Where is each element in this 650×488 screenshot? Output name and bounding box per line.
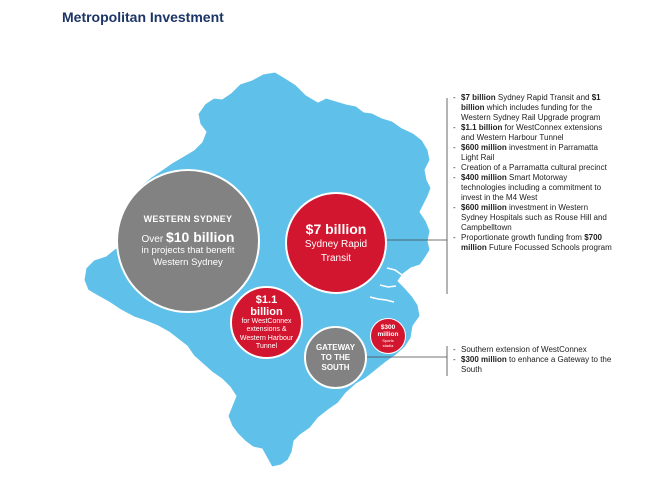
- western-sydney-bubble: [116, 169, 260, 313]
- list-item: [453, 123, 613, 143]
- amount-prefix: Over: [141, 233, 164, 245]
- bubble-amount-line: [142, 229, 235, 245]
- list-item-text: for WestConnex extensions and Western Harbour Tunnel: [461, 123, 603, 142]
- bubble-caption-2: Western Sydney: [153, 256, 223, 268]
- bubble-line-1: GATEWAY: [315, 342, 356, 352]
- bubble-caption-1: Sports: [382, 338, 394, 343]
- list-item-bold: $400 million: [461, 173, 507, 182]
- list-item: [453, 143, 613, 163]
- bubble-caption-1: for WestConnex: [241, 317, 292, 325]
- investment-list-bottom: [453, 345, 613, 375]
- list-item-text: Smart Motorway technologies including a commitment to invest in the M4 West: [461, 173, 602, 202]
- list-item-bold: $1 billion: [461, 93, 601, 112]
- bubble-heading: WESTERN SYDNEY: [143, 213, 233, 224]
- sydney-rapid-transit-bubble: [285, 192, 387, 294]
- list-item-text: Creation of a Parramatta cultural precinct: [461, 163, 607, 172]
- bubble-caption-3: Western Harbour: [239, 334, 294, 342]
- westconnex-bubble: [230, 286, 303, 359]
- list-item-bold: $300 million: [461, 355, 507, 364]
- bubble-caption-1: Sydney Rapid: [304, 239, 368, 250]
- bubble-caption-2: extensions &: [246, 326, 287, 333]
- list-item: [453, 233, 613, 253]
- bubble-amount-1: $300: [380, 324, 396, 331]
- list-item-text: investment in Western Sydney Hospitals such as Rouse Hill and Campbelltown: [461, 203, 607, 232]
- bubble-caption-4: Tunnel: [255, 343, 278, 350]
- list-item-bold: $1.1 billion: [461, 123, 503, 132]
- investment-list-top: [453, 93, 613, 253]
- bubble-caption-2: stadia: [382, 343, 394, 348]
- list-item-bold: $700 million: [461, 233, 602, 252]
- bubble-amount-2: billion: [250, 305, 283, 318]
- list-item-text: Future Focussed Schools program: [486, 243, 612, 252]
- list-item: [453, 203, 613, 233]
- bubble-line-2: TO THE: [320, 352, 351, 362]
- list-item-text: Proportionate growth funding from: [461, 233, 585, 242]
- bubble-amount: $10 billion: [165, 228, 235, 245]
- page-title: Metropolitan Investment: [62, 9, 224, 25]
- list-item: [453, 163, 613, 173]
- list-item-text: Sydney Rapid Transit and: [495, 93, 592, 102]
- sports-stadia-bubble: [370, 318, 406, 354]
- list-item: [453, 173, 613, 203]
- bubble-line-3: SOUTH: [321, 362, 350, 372]
- list-item-text: investment in Parramatta Light Rail: [461, 143, 598, 162]
- bubble-caption-2: Transit: [320, 253, 352, 264]
- bubble-amount: $7 billion: [305, 221, 367, 237]
- list-item-bold: $600 million: [461, 203, 507, 212]
- bubble-amount-2: million: [377, 331, 399, 338]
- list-item: [453, 345, 613, 355]
- gateway-south-bubble: [304, 326, 367, 389]
- list-item: [453, 355, 613, 375]
- list-item-text: which includes funding for the Western Sydney Rail Upgrade program: [461, 103, 601, 122]
- bubble-caption-1: in projects that benefit: [141, 244, 235, 256]
- list-item-bold: $600 million: [461, 143, 507, 152]
- list-item-text: to enhance a Gateway to the South: [461, 355, 612, 374]
- list-item: [453, 93, 613, 123]
- bubble-amount-1: $1.1: [255, 293, 278, 306]
- list-item-text: Southern extension of WestConnex: [461, 345, 587, 354]
- list-item-bold: $7 billion: [461, 93, 496, 102]
